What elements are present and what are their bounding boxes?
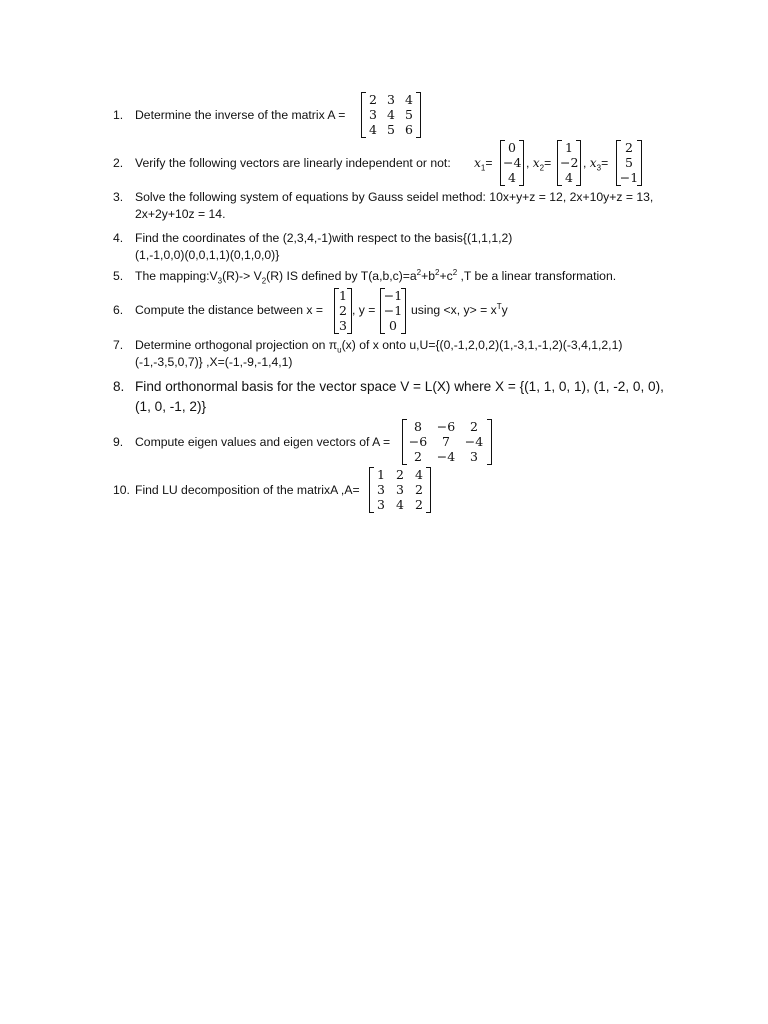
question-number: 6. [113,303,124,317]
vector-cell: −1 [383,288,403,303]
question-number: 7. [113,338,124,352]
matrix-cell: 2 [369,92,377,107]
matrix-a-q10 [369,467,431,513]
matrix-a-q9 [402,419,492,465]
vector-label-x3: , $x_3=$ [583,156,609,173]
question-text: Verify the following vectors are linearly independent or not: [135,156,451,170]
question-number: 8. [113,379,125,394]
matrix-cell: −6 [436,419,456,434]
matrix-cell: 7 [442,434,450,449]
vector-cell: 5 [625,155,633,170]
matrix-cell: −6 [408,434,428,449]
matrix-cell: 1 [377,467,385,482]
vector-x2 [557,140,581,186]
matrix-cell: 4 [387,107,395,122]
matrix-cell: 4 [396,497,404,512]
vector-cell: 2 [625,140,633,155]
vector-cell: 4 [565,170,573,185]
matrix-cell: 3 [396,482,404,497]
vector-label-x2: , $x_2=$ [526,156,552,173]
y-label: , y = [352,303,376,317]
matrix-cell: 3 [369,107,377,122]
vector-x1 [500,140,524,186]
matrix-cell: 2 [415,497,423,512]
vector-y-q6 [380,288,406,334]
matrix-cell: 5 [405,107,413,122]
matrix-cell: −4 [436,449,456,464]
question-text: Find orthonormal basis for the vector space V = L(X) where X = {(1, 1, 0, 1), (1, -2, 0, 0), (1, 0, -1, 2)} [135,379,664,414]
matrix-cell: 2 [414,449,422,464]
question-text: Find LU decomposition of the matrixA ,A= [135,483,360,497]
question-number: 9. [113,435,124,449]
matrix-cell: 3 [470,449,478,464]
inner-product-definition: using <x, $y> = x^Ty$ [411,301,508,317]
matrix-cell: 3 [377,497,385,512]
vector-cell: 0 [389,318,397,333]
question-text: Determine orthogonal projection on $\pi_u(x)$ of x onto u,U={(0,-1,2,0,2)(1,-3,1,-1,2)(-3,4,1,2,1)(-1,-3,5,0,7)} ,X=(-1,-9,-1,4,1) [135,338,623,369]
vector-cell: 4 [508,170,516,185]
vector-cell: 1 [565,140,573,155]
vector-cell: 3 [339,318,347,333]
matrix-cell: 8 [414,419,422,434]
vector-cell: −1 [619,170,639,185]
matrix-cell: 4 [415,467,423,482]
matrix-cell: 2 [396,467,404,482]
vector-label-x1: $x_1=$ [474,156,493,173]
question-number: 2. [113,156,124,170]
vector-cell: 0 [508,140,516,155]
question-text: Find the coordinates of the (2,3,4,-1)with respect to the basis{(1,1,1,2)(1,-1,0,0)(0,0,1,1)(0,1,0,0)} [135,231,513,262]
question-text: Determine the inverse of the matrix A = [135,108,346,122]
matrix-cell: 4 [369,122,377,137]
matrix-cell: 3 [387,92,395,107]
matrix-cell: 4 [405,92,413,107]
matrix-cell: 3 [377,482,385,497]
question-text: Compute the distance between x = [135,303,324,317]
vector-cell: 1 [339,288,347,303]
question-text: Solve the following system of equations by Gauss seidel method: 10x+y+z = 12, 2x+10y+z = 13, 2x+2y+10z = 14. [135,190,654,221]
question-number: 3. [113,190,124,204]
vector-cell: −1 [383,303,403,318]
question-number: 10. [113,483,130,497]
vector-x-q6 [334,288,352,334]
matrix-cell: 2 [470,419,478,434]
matrix-a-q1 [361,92,421,138]
question-number: 4. [113,231,124,245]
matrix-cell: 2 [415,482,423,497]
vector-cell: −2 [560,155,579,170]
question-number: 5. [113,269,124,283]
question-text: The $mapping:V_3(R)-> V_2(R)$ IS defined by $T(a,b,c)=a^2+b^2+c^2$ ,T be a linear transformation. [135,267,617,286]
question-text: Compute eigen values and eigen vectors of A = [135,435,391,449]
vector-cell: 2 [339,303,347,318]
question-number: 1. [113,108,124,122]
matrix-cell: −4 [464,434,484,449]
matrix-cell: 6 [405,122,413,137]
vector-cell: −4 [503,155,522,170]
vector-x3 [616,140,642,186]
matrix-cell: 5 [387,122,395,137]
